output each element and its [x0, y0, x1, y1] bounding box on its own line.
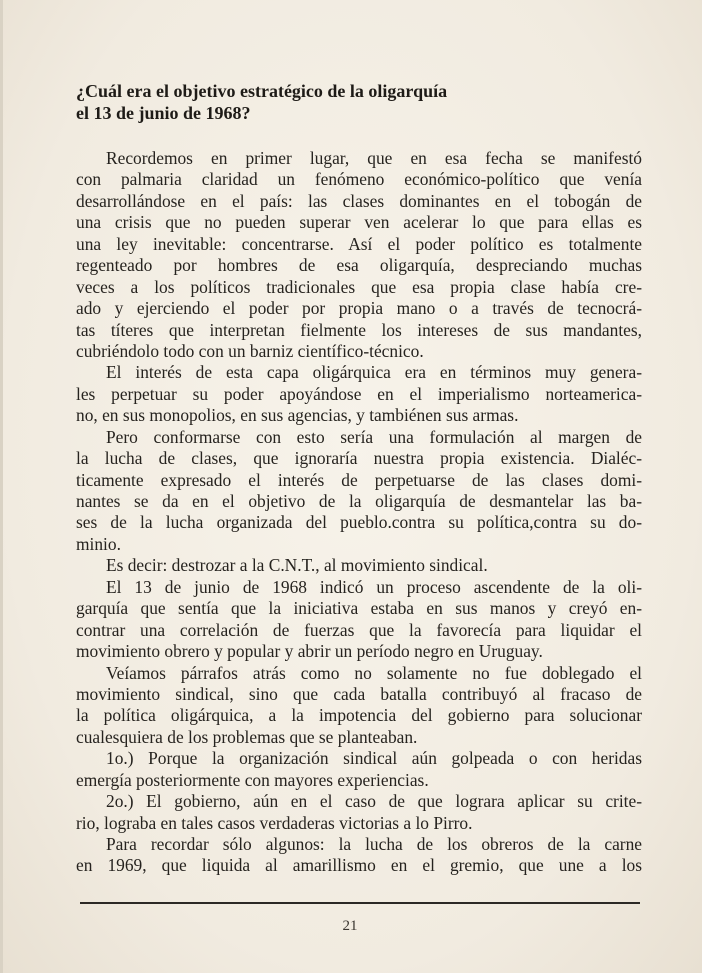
text-line: en 1969, que liquida al amarillismo en el gremio, que une a los — [76, 855, 642, 876]
text-line: regenteado por hombres de esa oligarquía, despreciando muchas — [76, 255, 642, 276]
text-line: contrar una correlación de fuerzas que la favorecía para liquidar el — [76, 619, 642, 640]
text-line: minio. — [76, 533, 121, 554]
text-line: garquía que sentía que la iniciativa estaba en sus manos y creyó en- — [76, 598, 642, 619]
text-line: rio, lograba en tales casos verdaderas victorias a lo Pirro. — [76, 812, 473, 833]
heading-line-1: ¿Cuál era el objetivo estratégico de la oligarquía — [76, 81, 448, 101]
text-line: una crisis que no pueden superar ven acelerar lo que para ellas es — [76, 212, 642, 233]
text-line: movimiento obrero y popular y abrir un período negro en Uruguay. — [76, 641, 543, 662]
text-line: El 13 de junio de 1968 indicó un proceso ascendente de la oli- — [106, 576, 642, 597]
text-line: ado y ejerciendo el poder por propia mano o a través de tecnocrá- — [76, 298, 642, 319]
text-line: la política oligárquica, a la impotencia del gobierno para solucionar — [76, 705, 642, 726]
text-line: ticamente expresado el interés de perpetuarse de las clases domi- — [76, 469, 642, 490]
text-line: la lucha de clases, que ignoraría nuestra propia existencia. Dialéc- — [76, 448, 642, 469]
text-line: nantes se da en el objetivo de la oligarquía de desmantelar las ba- — [76, 491, 642, 511]
text-line: no, en sus monopolios, en sus agencias, y tambiénen sus armas. — [76, 405, 519, 426]
page-number: 21 — [342, 918, 358, 934]
text-line: desarrollándose en el país: las clases dominantes en el tobogán de — [76, 190, 642, 211]
text-line: Recordemos en primer lugar, que en esa fecha se manifestó — [106, 148, 642, 168]
text-line: veces a los políticos tradicionales que esa propia clase había cre- — [76, 276, 642, 297]
text-line: cubriéndolo todo con un barniz científico-técnico. — [76, 340, 424, 361]
text-line: Pero conformarse con esto sería una formulación al margen de — [106, 426, 642, 447]
text-line: movimiento sindical, sino que cada batalla contribuyó al fracaso de — [76, 683, 642, 704]
text-line: El interés de esta capa oligárquica era en términos muy genera- — [106, 362, 642, 383]
text-line: les perpetuar su poder apoyándose en el imperialismo norteamerica- — [76, 383, 642, 404]
text-line: 2o.) El gobierno, aún en el caso de que lograra aplicar su crite- — [106, 791, 642, 812]
text-line: Es decir: destrozar a la C.N.T., al movimiento sindical. — [106, 555, 488, 576]
text-line: Veíamos párrafos atrás como no solamente no fue doblegado el — [106, 662, 642, 683]
text-line: una ley inevitable: concentrarse. Así el poder político es totalmente — [76, 233, 642, 254]
footer-rule — [80, 902, 640, 904]
text-line: tas títeres que interpretan fielmente los intereses de sus mandantes, — [76, 319, 642, 340]
section-heading — [76, 80, 636, 124]
body-text — [76, 148, 642, 877]
heading-line-2: el 13 de junio de 1968? — [76, 103, 251, 123]
text-line: emergía posteriormente con mayores experiencias. — [76, 769, 429, 790]
text-line: ses de la lucha organizada del pueblo.contra su política,contra su do- — [76, 512, 642, 533]
text-line: cualesquiera de los problemas que se planteaban. — [76, 726, 418, 747]
text-line: Para recordar sólo algunos: la lucha de los obreros de la carne — [106, 834, 642, 854]
text-line: con palmaria claridad un fenómeno económico-político que venía — [76, 169, 642, 190]
page-edge — [0, 0, 3, 973]
text-line: 1o.) Porque la organización sindical aún golpeada o con heridas — [106, 748, 642, 769]
